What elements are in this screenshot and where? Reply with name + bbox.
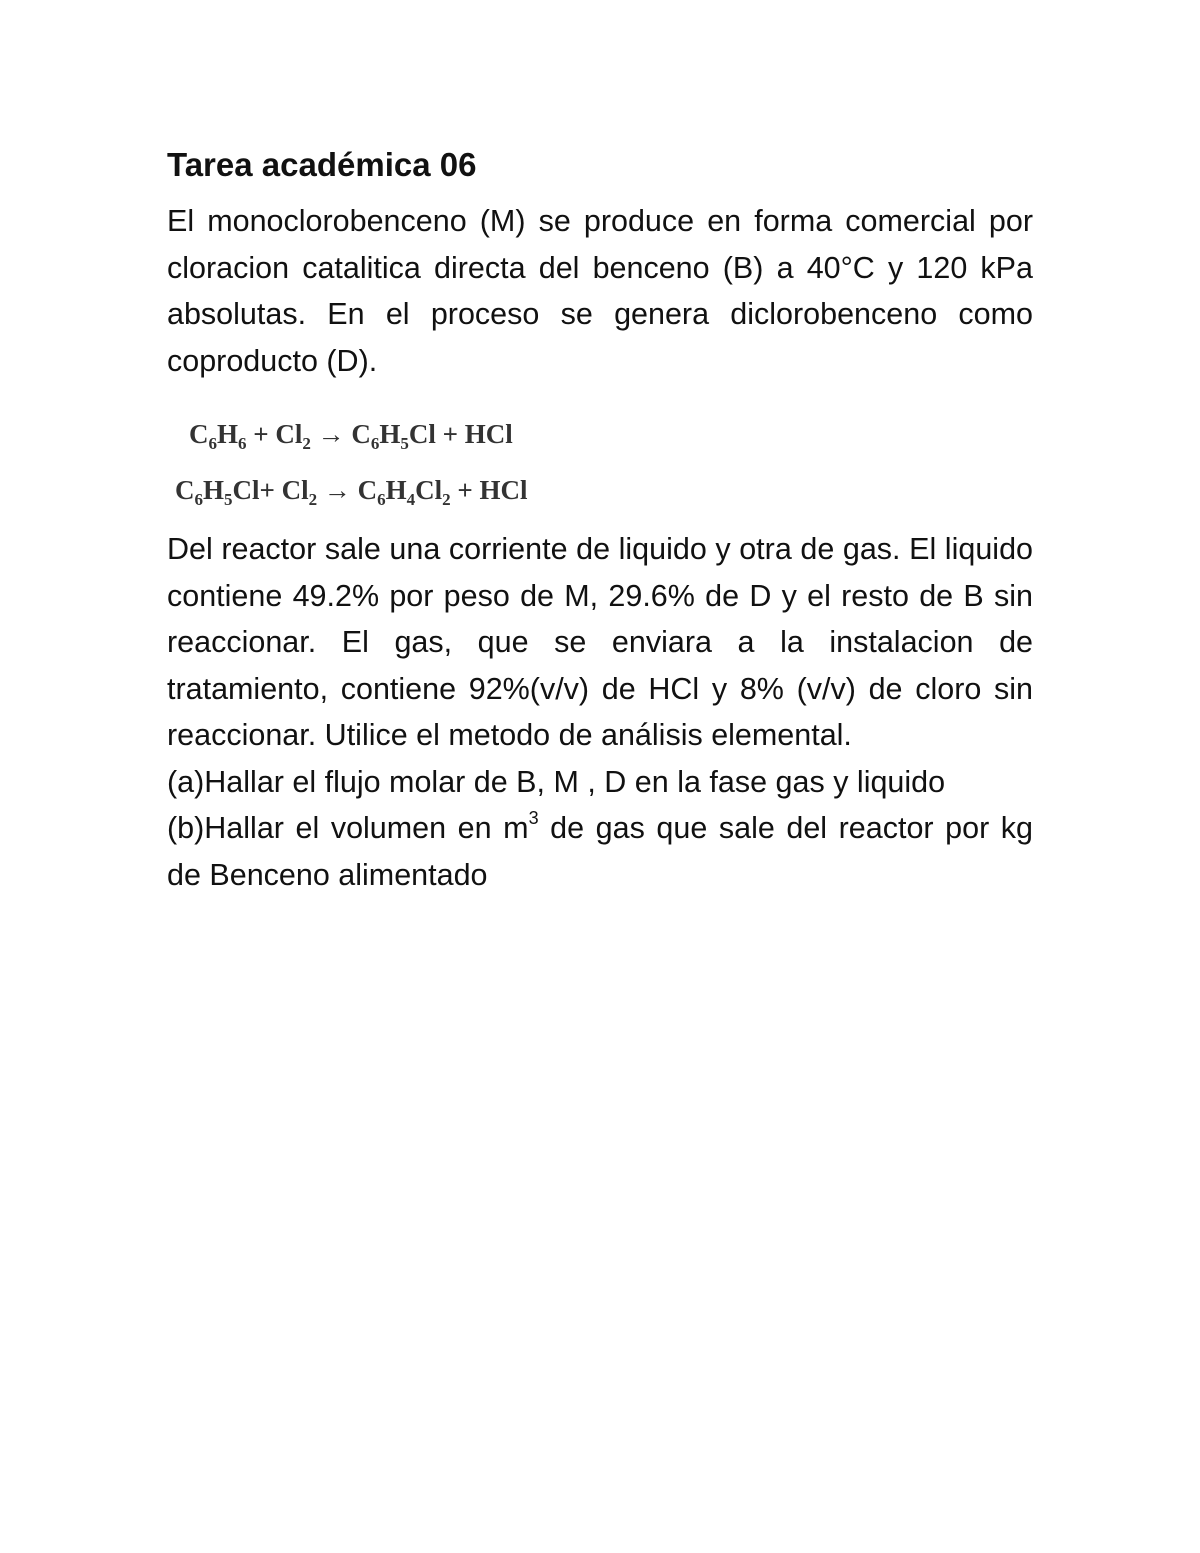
body-paragraph: Del reactor sale una corriente de liquido y otra de gas. El liquido contiene 49.2% por peso de M, 29.6% de D y el resto de B sin reaccionar. El gas, que se enviara a la instalacion de tratamiento, contiene 92%(v/v) de HCl y 8% (v/v) de cloro sin reaccionar. Utilice el metodo de análisis elemental. (167, 532, 1033, 752)
question-b: (b)Hallar el volumen en $m^3$ de gas que sale del reactor por kg de Benceno alimentado (167, 808, 1034, 892)
question-a: (a)Hallar el flujo molar de B, M , D en la fase gas y liquido (167, 764, 946, 799)
document-content (167, 142, 1033, 898)
equation-1: $C_6H_6 + Cl_2 \to C_6H_5Cl$ + HCl (189, 419, 513, 453)
reaction-equations (167, 406, 1033, 518)
cubic-superscript: 3 (528, 808, 539, 828)
intro-paragraph: El monoclorobenceno (M) se produce en forma comercial por cloracion catalitica directa del benceno (B) a 40°C y 120 kPa absolutas. En el proceso se genera diclorobenceno como coproducto (D). (167, 204, 1033, 378)
document-title: Tarea académica 06 (167, 146, 477, 183)
equation-2: $C_6H_5Cl+ Cl_2 \to C_6H_4Cl_2$ + HCl (175, 475, 528, 509)
